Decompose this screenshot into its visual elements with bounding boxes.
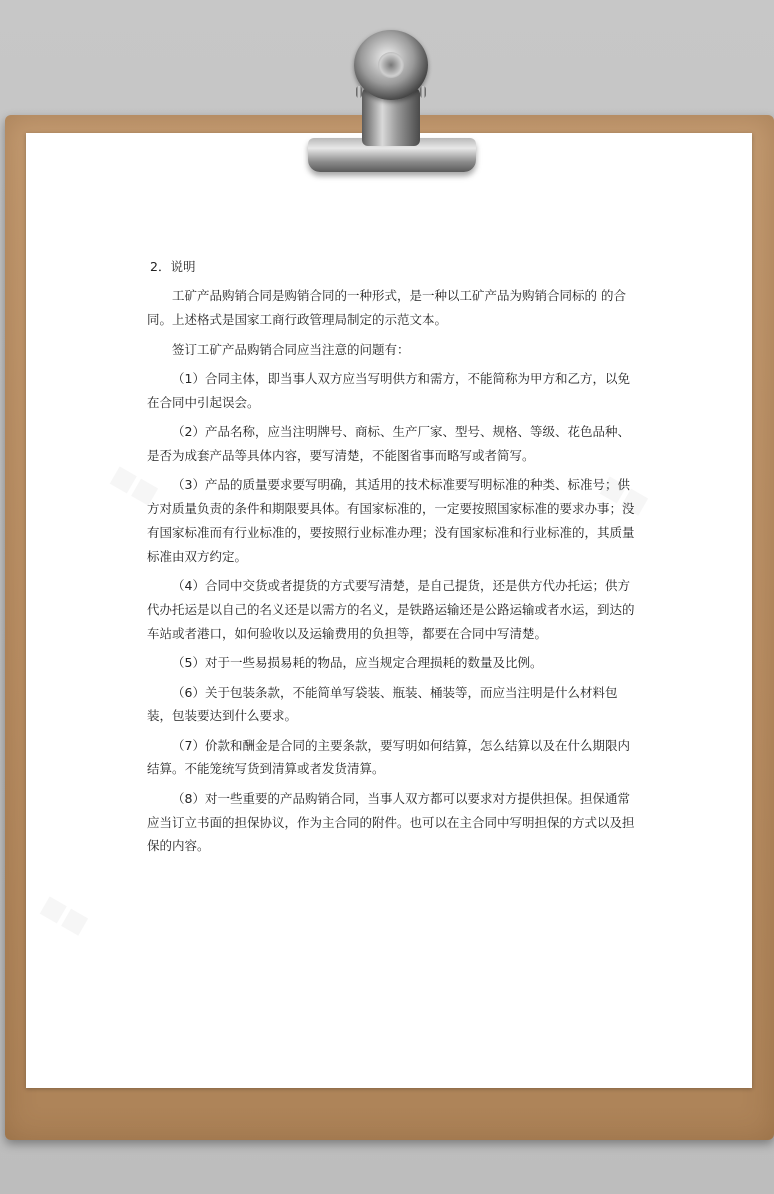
binder-clip-pin xyxy=(356,86,362,98)
document-body xyxy=(147,255,637,864)
binder-clip-hole xyxy=(378,52,404,78)
paragraph-item-2: （2）产品名称，应当注明牌号、商标、生产厂家、型号、规格、等级、花色品种、是否为成套产品等具体内容，要写清楚，不能图省事而略写或者简写。 xyxy=(147,424,630,463)
paragraph-item-6: （6）关于包装条款，不能简单写袋装、瓶装、桶装等，而应当注明是什么材料包装，包装要达到什么要求。 xyxy=(147,684,618,724)
paragraph-item-8: （8）对一些重要的产品购销合同，当事人双方都可以要求对方提供担保。担保通常应当订立书面的担保协议，作为主合同的附件。也可以在主合同中写明担保的方式以及担保的内容。 xyxy=(147,790,635,854)
section-heading: 2．说明 xyxy=(150,259,196,274)
paragraph-intro: 工矿产品购销合同是购销合同的一种形式，是一种以工矿产品为购销合同标的 的合同。上述格式是国家工商行政管理局制定的示范文本。 xyxy=(147,288,626,328)
paragraph-item-1: （1）合同主体，即当事人双方应当写明供方和需方，不能简称为甲方和乙方，以免在合同中引起误会。 xyxy=(147,370,630,410)
paragraph-item-4: （4）合同中交货或者提货的方式要写清楚，是自己提货，还是供方代办托运；供方代办托运是以自己的名义还是以需方的名义，是铁路运输还是公路运输或者水运，到达的车站或者港口，如何验收以及运输费用的负担等，都要在合同中写清楚。 xyxy=(147,578,635,641)
paragraph-notes-heading: 签订工矿产品购销合同应当注意的问题有： xyxy=(172,341,410,357)
binder-clip-pin xyxy=(420,86,426,98)
paragraph-item-3: （3）产品的质量要求要写明确，其适用的技术标准要写明标准的种类、标准号；供方对质量负责的条件和期限要具体。有国家标准的，一定要按照国家标准的要求办事；没有国家标准而有行业标准的，要按照行业标准办理；没有国家标准和行业标准的，其质量标准由双方约定。 xyxy=(147,477,635,564)
paragraph-item-7: （7）价款和酬金是合同的主要条款，要写明如何结算，怎么结算以及在什么期限内结算。不能笼统写货到清算或者发货清算。 xyxy=(147,737,630,777)
paragraph-item-5: （5）对于一些易损易耗的物品，应当规定合理损耗的数量及比例。 xyxy=(172,655,543,671)
